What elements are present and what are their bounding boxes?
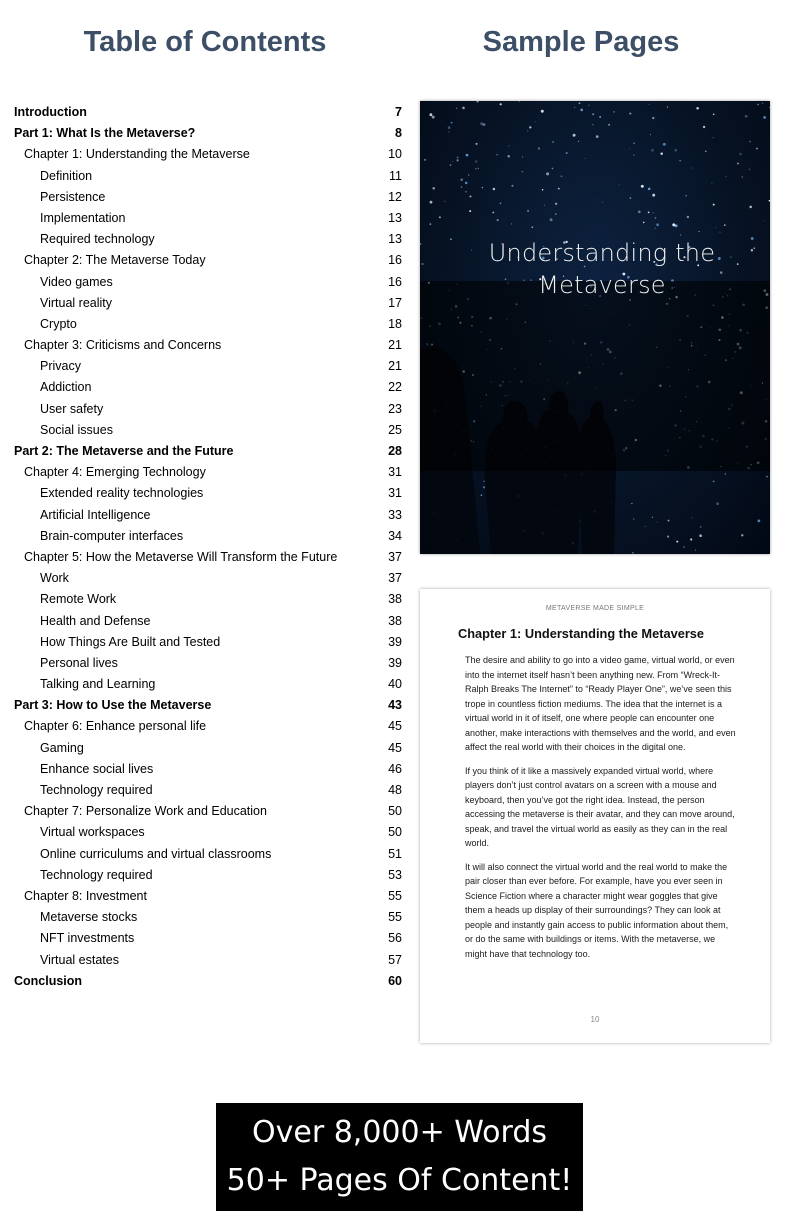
- toc-entry-label: Personal lives: [40, 655, 118, 670]
- toc-entry-page: 31: [388, 486, 402, 501]
- toc-entry: [14, 335, 402, 356]
- toc-entry-page: 13: [388, 232, 402, 247]
- toc-entry-label: Part 1: What Is the Metaverse?: [14, 126, 196, 141]
- toc-entry-page: 22: [388, 380, 402, 395]
- cover-title-line-1: Understanding the: [488, 239, 716, 267]
- toc-entry-label: Video games: [40, 274, 113, 289]
- cover-title-line-2: Metaverse: [538, 271, 666, 299]
- toc-entry-page: 33: [388, 507, 402, 522]
- running-head: METAVERSE MADE SIMPLE: [545, 605, 645, 612]
- toc-entry: [14, 928, 402, 949]
- toc-entry: [14, 695, 402, 716]
- toc-entry: [14, 187, 402, 208]
- toc-entry-page: 45: [388, 740, 402, 755]
- toc-entry: [14, 738, 402, 759]
- toc-entry-label: Privacy: [40, 359, 81, 374]
- toc-entry: [14, 208, 402, 229]
- toc-entry: [14, 632, 402, 653]
- toc-entry-label: Virtual reality: [40, 295, 113, 310]
- toc-entry-page: 50: [388, 825, 402, 840]
- toc-entry: [14, 441, 402, 462]
- toc-entry-label: Chapter 2: The Metaverse Today: [24, 253, 206, 268]
- toc-entry-page: 38: [388, 613, 402, 628]
- cover-title: [420, 237, 770, 301]
- toc-entry: [14, 229, 402, 250]
- toc-entry-label: NFT investments: [40, 931, 135, 946]
- toc-entry-label: Conclusion: [14, 973, 83, 988]
- toc-entry-label: Technology required: [40, 867, 153, 882]
- toc-entry-label: Work: [40, 571, 69, 586]
- toc-entry-label: Required technology: [40, 232, 155, 247]
- toc-entry: [14, 674, 402, 695]
- toc-entry-page: 40: [388, 677, 402, 692]
- toc-entry-label: Virtual estates: [40, 952, 119, 967]
- toc-entry: [14, 399, 402, 420]
- toc-entry-page: 38: [388, 592, 402, 607]
- toc-entry-label: Enhance social lives: [40, 761, 154, 776]
- toc-entry: [14, 505, 402, 526]
- toc-entry: [14, 102, 402, 123]
- toc-entry-label: Metaverse stocks: [40, 910, 138, 925]
- toc-entry-page: 17: [388, 295, 402, 310]
- sample-pages-heading: Sample Pages: [482, 26, 680, 58]
- toc-entry-label: Chapter 3: Criticisms and Concerns: [24, 338, 222, 353]
- toc-entry: [14, 547, 402, 568]
- toc-entry-label: Extended reality technologies: [40, 486, 204, 501]
- toc-entry-page: 11: [389, 168, 402, 183]
- table-of-contents: [14, 102, 402, 992]
- promo-banner: [216, 1103, 583, 1211]
- cover-title-band: [420, 281, 770, 471]
- toc-entry: [14, 716, 402, 737]
- toc-entry-label: Chapter 4: Emerging Technology: [24, 465, 206, 480]
- toc-entry-page: 12: [388, 189, 402, 204]
- toc-entry-label: Chapter 8: Investment: [24, 888, 147, 903]
- toc-entry-page: 13: [388, 210, 402, 225]
- toc-entry: [14, 526, 402, 547]
- toc-entry-label: Artificial Intelligence: [40, 507, 151, 522]
- toc-entry-label: Persistence: [40, 189, 106, 204]
- toc-entry: [14, 293, 402, 314]
- chapter-title: Chapter 1: Understanding the Metaverse: [458, 626, 705, 641]
- toc-entry-page: 56: [388, 931, 402, 946]
- toc-entry-page: 39: [388, 634, 402, 649]
- toc-heading: Table of Contents: [83, 26, 327, 58]
- toc-entry-page: 45: [388, 719, 402, 734]
- toc-entry-page: 16: [388, 274, 402, 289]
- toc-entry-label: How Things Are Built and Tested: [40, 634, 221, 649]
- toc-entry-page: 34: [388, 528, 402, 543]
- toc-entry-page: 23: [388, 401, 402, 416]
- paragraph: It will also connect the virtual world and the real world to make the pair closer than ever before. For example, have you ever seen in Science Fiction where a character might wear goggles that give them a heads up display of their surroundings? They can look at people and instantly gain access to public information about them, or do the same with buildings or items. With the metaverse, we might have that technology too.: [465, 861, 729, 959]
- toc-entry-label: Part 3: How to Use the Metaverse: [14, 698, 212, 713]
- paragraph: The desire and ability to go into a video game, virtual world, or even into the internet itself hasn’t been anything new. From “Wreck-It-Ralph Breaks The Internet” to “Ready Player One”, we’ve seen this trope in countless fiction mediums. The idea that the internet is a virtual world in it of itself, one where people can encounter one another, make interactions with themselves and the world, and even affect the real world with their choices in the digital one.: [465, 655, 736, 752]
- toc-entry-page: 48: [388, 783, 402, 797]
- toc-entry: [14, 801, 402, 822]
- toc-entry-page: 21: [388, 359, 402, 374]
- toc-entry: [14, 950, 402, 971]
- toc-entry-label: Brain-computer interfaces: [40, 528, 184, 543]
- toc-entry: [14, 759, 402, 780]
- toc-entry: [14, 907, 402, 928]
- toc-entry: [14, 483, 402, 504]
- paragraph: If you think of it like a massively expanded virtual world, where players don’t just control avatars on a screen with a mouse and keyboard, then you’ve got the right idea. Instead, the person accessing the metaverse is their avatar, and they can move around, speak, and travel the virtual world as easily as they can in the real world.: [465, 765, 735, 848]
- toc-entry-label: Part 2: The Metaverse and the Future: [14, 444, 234, 458]
- toc-entry-page: 16: [388, 253, 402, 268]
- toc-entry-page: 55: [388, 910, 402, 925]
- toc-entry-label: Addiction: [40, 380, 92, 395]
- toc-entry-page: 37: [388, 571, 402, 586]
- toc-entry-page: 31: [388, 465, 402, 480]
- toc-entry-page: 50: [388, 804, 402, 819]
- toc-entry-label: Talking and Learning: [40, 677, 156, 692]
- toc-entry-label: Virtual workspaces: [40, 825, 145, 840]
- toc-entry-label: Introduction: [14, 105, 87, 119]
- toc-entry: [14, 780, 402, 801]
- toc-entry: [14, 971, 402, 992]
- toc-entry-label: Remote Work: [40, 592, 117, 607]
- toc-entry: [14, 568, 402, 589]
- toc-entry: [14, 250, 402, 271]
- toc-entry: [14, 589, 402, 610]
- toc-entry-label: Chapter 5: How the Metaverse Will Transform the Future: [24, 549, 338, 564]
- toc-entry-page: 21: [388, 338, 402, 353]
- toc-entry-label: Technology required: [40, 783, 153, 797]
- promo-line-2: 50+ Pages Of Content!: [226, 1163, 573, 1198]
- sample-page: [420, 589, 770, 1043]
- toc-entry: [14, 886, 402, 907]
- toc-entry-label: Chapter 7: Personalize Work and Education: [24, 804, 267, 819]
- toc-entry: [14, 822, 402, 843]
- toc-entry: [14, 865, 402, 886]
- toc-entry-label: Online curriculums and virtual classrooms: [40, 846, 272, 861]
- toc-entry: [14, 844, 402, 865]
- promo-line-1: Over 8,000+ Words: [252, 1115, 547, 1150]
- page-number: 10: [590, 1015, 600, 1024]
- toc-entry-page: 43: [388, 698, 402, 713]
- toc-entry-label: Implementation: [40, 210, 126, 225]
- toc-entry: [14, 272, 402, 293]
- book-cover-image: [420, 101, 770, 554]
- toc-entry-label: Definition: [40, 168, 93, 183]
- toc-entry-page: 55: [388, 888, 402, 903]
- toc-entry-page: 18: [388, 316, 402, 331]
- toc-entry-page: 28: [388, 444, 402, 458]
- toc-entry: [14, 144, 402, 165]
- toc-entry: [14, 314, 402, 335]
- toc-entry-page: 37: [388, 549, 402, 564]
- toc-entry: [14, 462, 402, 483]
- toc-entry-label: Crypto: [40, 316, 77, 331]
- toc-entry-page: 25: [388, 422, 402, 437]
- toc-entry-page: 8: [395, 126, 402, 141]
- toc-entry: [14, 420, 402, 441]
- toc-entry-page: 7: [395, 105, 402, 119]
- toc-entry-label: Chapter 1: Understanding the Metaverse: [24, 147, 250, 162]
- toc-entry-page: 51: [388, 846, 402, 861]
- toc-entry-label: User safety: [40, 401, 104, 416]
- toc-entry-page: 10: [388, 147, 402, 162]
- toc-entry-page: 46: [388, 761, 402, 776]
- toc-entry: [14, 166, 402, 187]
- toc-entry-page: 57: [388, 952, 402, 967]
- toc-entry-page: 53: [388, 867, 402, 882]
- toc-entry-label: Gaming: [40, 740, 84, 755]
- toc-entry: [14, 611, 402, 632]
- toc-entry: [14, 377, 402, 398]
- toc-entry-page: 39: [388, 655, 402, 670]
- toc-entry: [14, 356, 402, 377]
- toc-entry-label: Health and Defense: [40, 613, 151, 628]
- toc-entry-label: Social issues: [40, 422, 113, 437]
- page-body: [465, 653, 737, 970]
- toc-entry: [14, 653, 402, 674]
- toc-entry-page: 60: [388, 973, 402, 988]
- toc-entry-label: Chapter 6: Enhance personal life: [24, 719, 207, 734]
- toc-entry: [14, 123, 402, 144]
